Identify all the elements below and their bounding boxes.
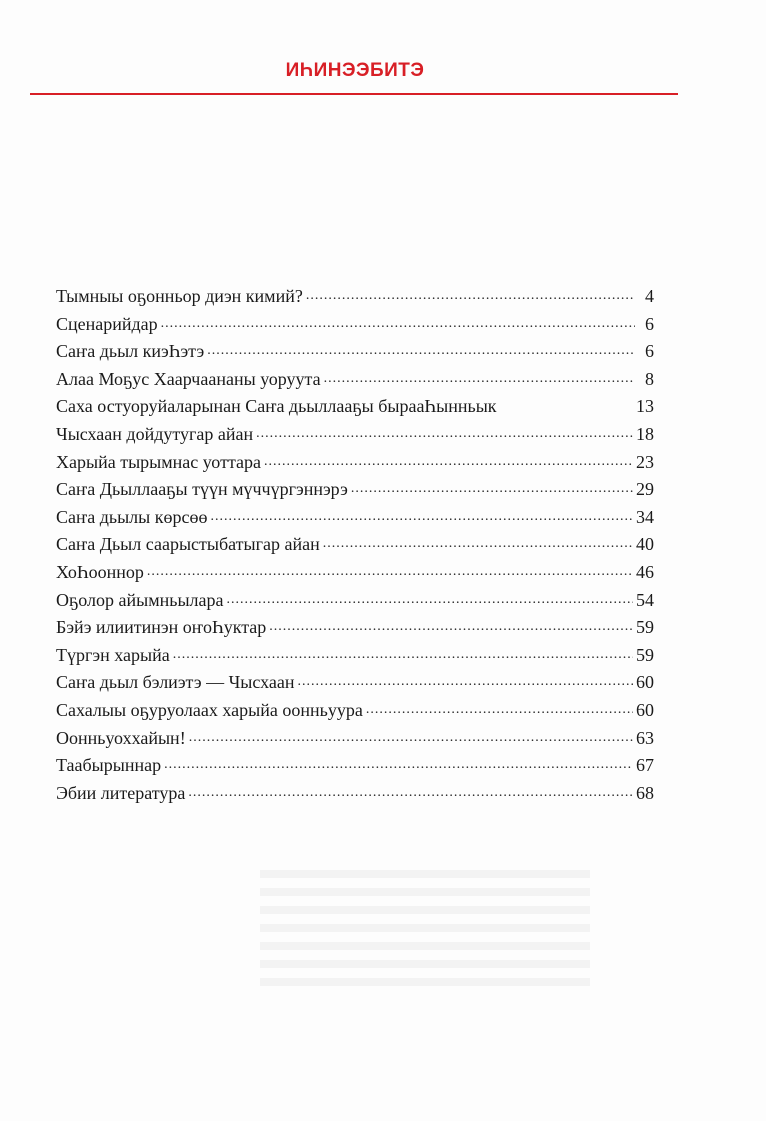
toc-entry-page-number: 63 (636, 727, 654, 748)
toc-entry (56, 450, 654, 478)
toc-dot-leader (351, 477, 633, 495)
toc-entry-title: Оҕолор айымньылара (56, 589, 224, 610)
toc-entry (56, 477, 654, 505)
toc-dot-leader (298, 670, 634, 688)
toc-entry (56, 643, 654, 671)
table-of-contents (56, 284, 654, 808)
toc-dot-leader (500, 394, 633, 412)
toc-entry-page-number: 60 (636, 672, 654, 693)
toc-entry-title: Бэйэ илиитинэн оҥоҺуктар (56, 617, 267, 638)
toc-entry (56, 698, 654, 726)
toc-entry-page-number: 6 (645, 313, 654, 334)
toc-dot-leader (256, 422, 633, 440)
toc-entry-page-number: 34 (636, 506, 654, 527)
toc-dot-leader (269, 615, 633, 633)
toc-entry (56, 339, 654, 367)
toc-dot-leader (264, 450, 633, 468)
toc-dot-leader (306, 284, 635, 302)
toc-dot-leader (227, 588, 633, 606)
toc-entry (56, 753, 654, 781)
toc-dot-leader (323, 532, 633, 550)
toc-entry-title: Саҥа дьыл бэлиэтэ — Чысхаан (56, 672, 295, 693)
toc-entry-title: Харыйа тырымнас уоттара (56, 451, 262, 472)
toc-entry-title: Саха остуоруйаларынан Саҥа дьыллааҕы бырааҺынньык (56, 396, 497, 417)
title-divider (30, 93, 678, 95)
toc-entry (56, 588, 654, 616)
toc-entry-page-number: 46 (636, 561, 654, 582)
toc-entry-page-number: 54 (636, 589, 654, 610)
toc-entry (56, 560, 654, 588)
toc-entry (56, 670, 654, 698)
toc-entry-title: Алаа Моҕус Хаарчаананы уоруута (56, 368, 321, 389)
toc-dot-leader (207, 339, 635, 357)
toc-entry-page-number: 59 (636, 617, 654, 638)
toc-entry-title: Тымныы оҕонньор диэн кимий? (56, 286, 303, 306)
toc-entry-title: Оонньуоххайын! (56, 727, 186, 748)
toc-entry-page-number: 60 (636, 699, 654, 720)
toc-entry-title: Сценарийдар (56, 313, 158, 334)
toc-entry (56, 312, 654, 340)
toc-entry-page-number: 59 (636, 644, 654, 665)
toc-entry (56, 422, 654, 450)
page-title: ИҺИНЭЭБИТЭ (285, 60, 425, 81)
toc-entry-page-number: 67 (636, 755, 654, 776)
toc-entry (56, 781, 654, 809)
toc-entry (56, 615, 654, 643)
toc-entry (56, 367, 654, 395)
toc-dot-leader (324, 367, 635, 385)
toc-entry-page-number: 40 (636, 534, 654, 555)
toc-dot-leader (210, 505, 633, 523)
toc-dot-leader (189, 726, 633, 744)
toc-entry-page-number: 8 (645, 368, 654, 389)
toc-entry (56, 394, 654, 422)
toc-entry-title: Саҥа дьыл киэҺэтэ (56, 341, 205, 362)
toc-entry-title: Эбии литература (56, 782, 186, 803)
toc-entry (56, 726, 654, 754)
toc-entry-title: ХоҺооннор (56, 561, 144, 582)
toc-entry-page-number: 68 (636, 782, 654, 803)
toc-dot-leader (366, 698, 633, 716)
toc-dot-leader (147, 560, 633, 578)
toc-entry-page-number: 6 (645, 341, 654, 362)
toc-entry-page-number: 13 (636, 396, 654, 417)
toc-dot-leader (188, 781, 633, 799)
toc-entry-page-number: 23 (636, 451, 654, 472)
toc-entry-title: Сахалыы оҕуруолаах харыйа оонньуура (56, 699, 363, 720)
toc-entry-title: Саҥа дьылы көрсөө (56, 506, 208, 527)
toc-dot-leader (173, 643, 633, 661)
toc-entry-title: Чысхаан дойдутугар айан (56, 423, 254, 444)
toc-entry-title: Саҥа Дьыллааҕы түүн мүччүргэннэрэ (56, 479, 348, 500)
toc-entry-page-number: 29 (636, 479, 654, 500)
toc-entry (56, 532, 654, 560)
toc-entry (56, 284, 654, 312)
toc-entry-title: Таабырыннар (56, 755, 162, 776)
toc-entry-title: Саҥа Дьыл саарыстыбатыгар айан (56, 534, 320, 555)
toc-entry-page-number: 4 (645, 286, 654, 306)
bleed-through-shadow (260, 870, 590, 990)
toc-entry (56, 505, 654, 533)
toc-entry-title: Түргэн харыйа (56, 644, 170, 665)
toc-entry-page-number: 18 (636, 423, 654, 444)
toc-dot-leader (164, 753, 633, 771)
toc-dot-leader (161, 312, 635, 330)
